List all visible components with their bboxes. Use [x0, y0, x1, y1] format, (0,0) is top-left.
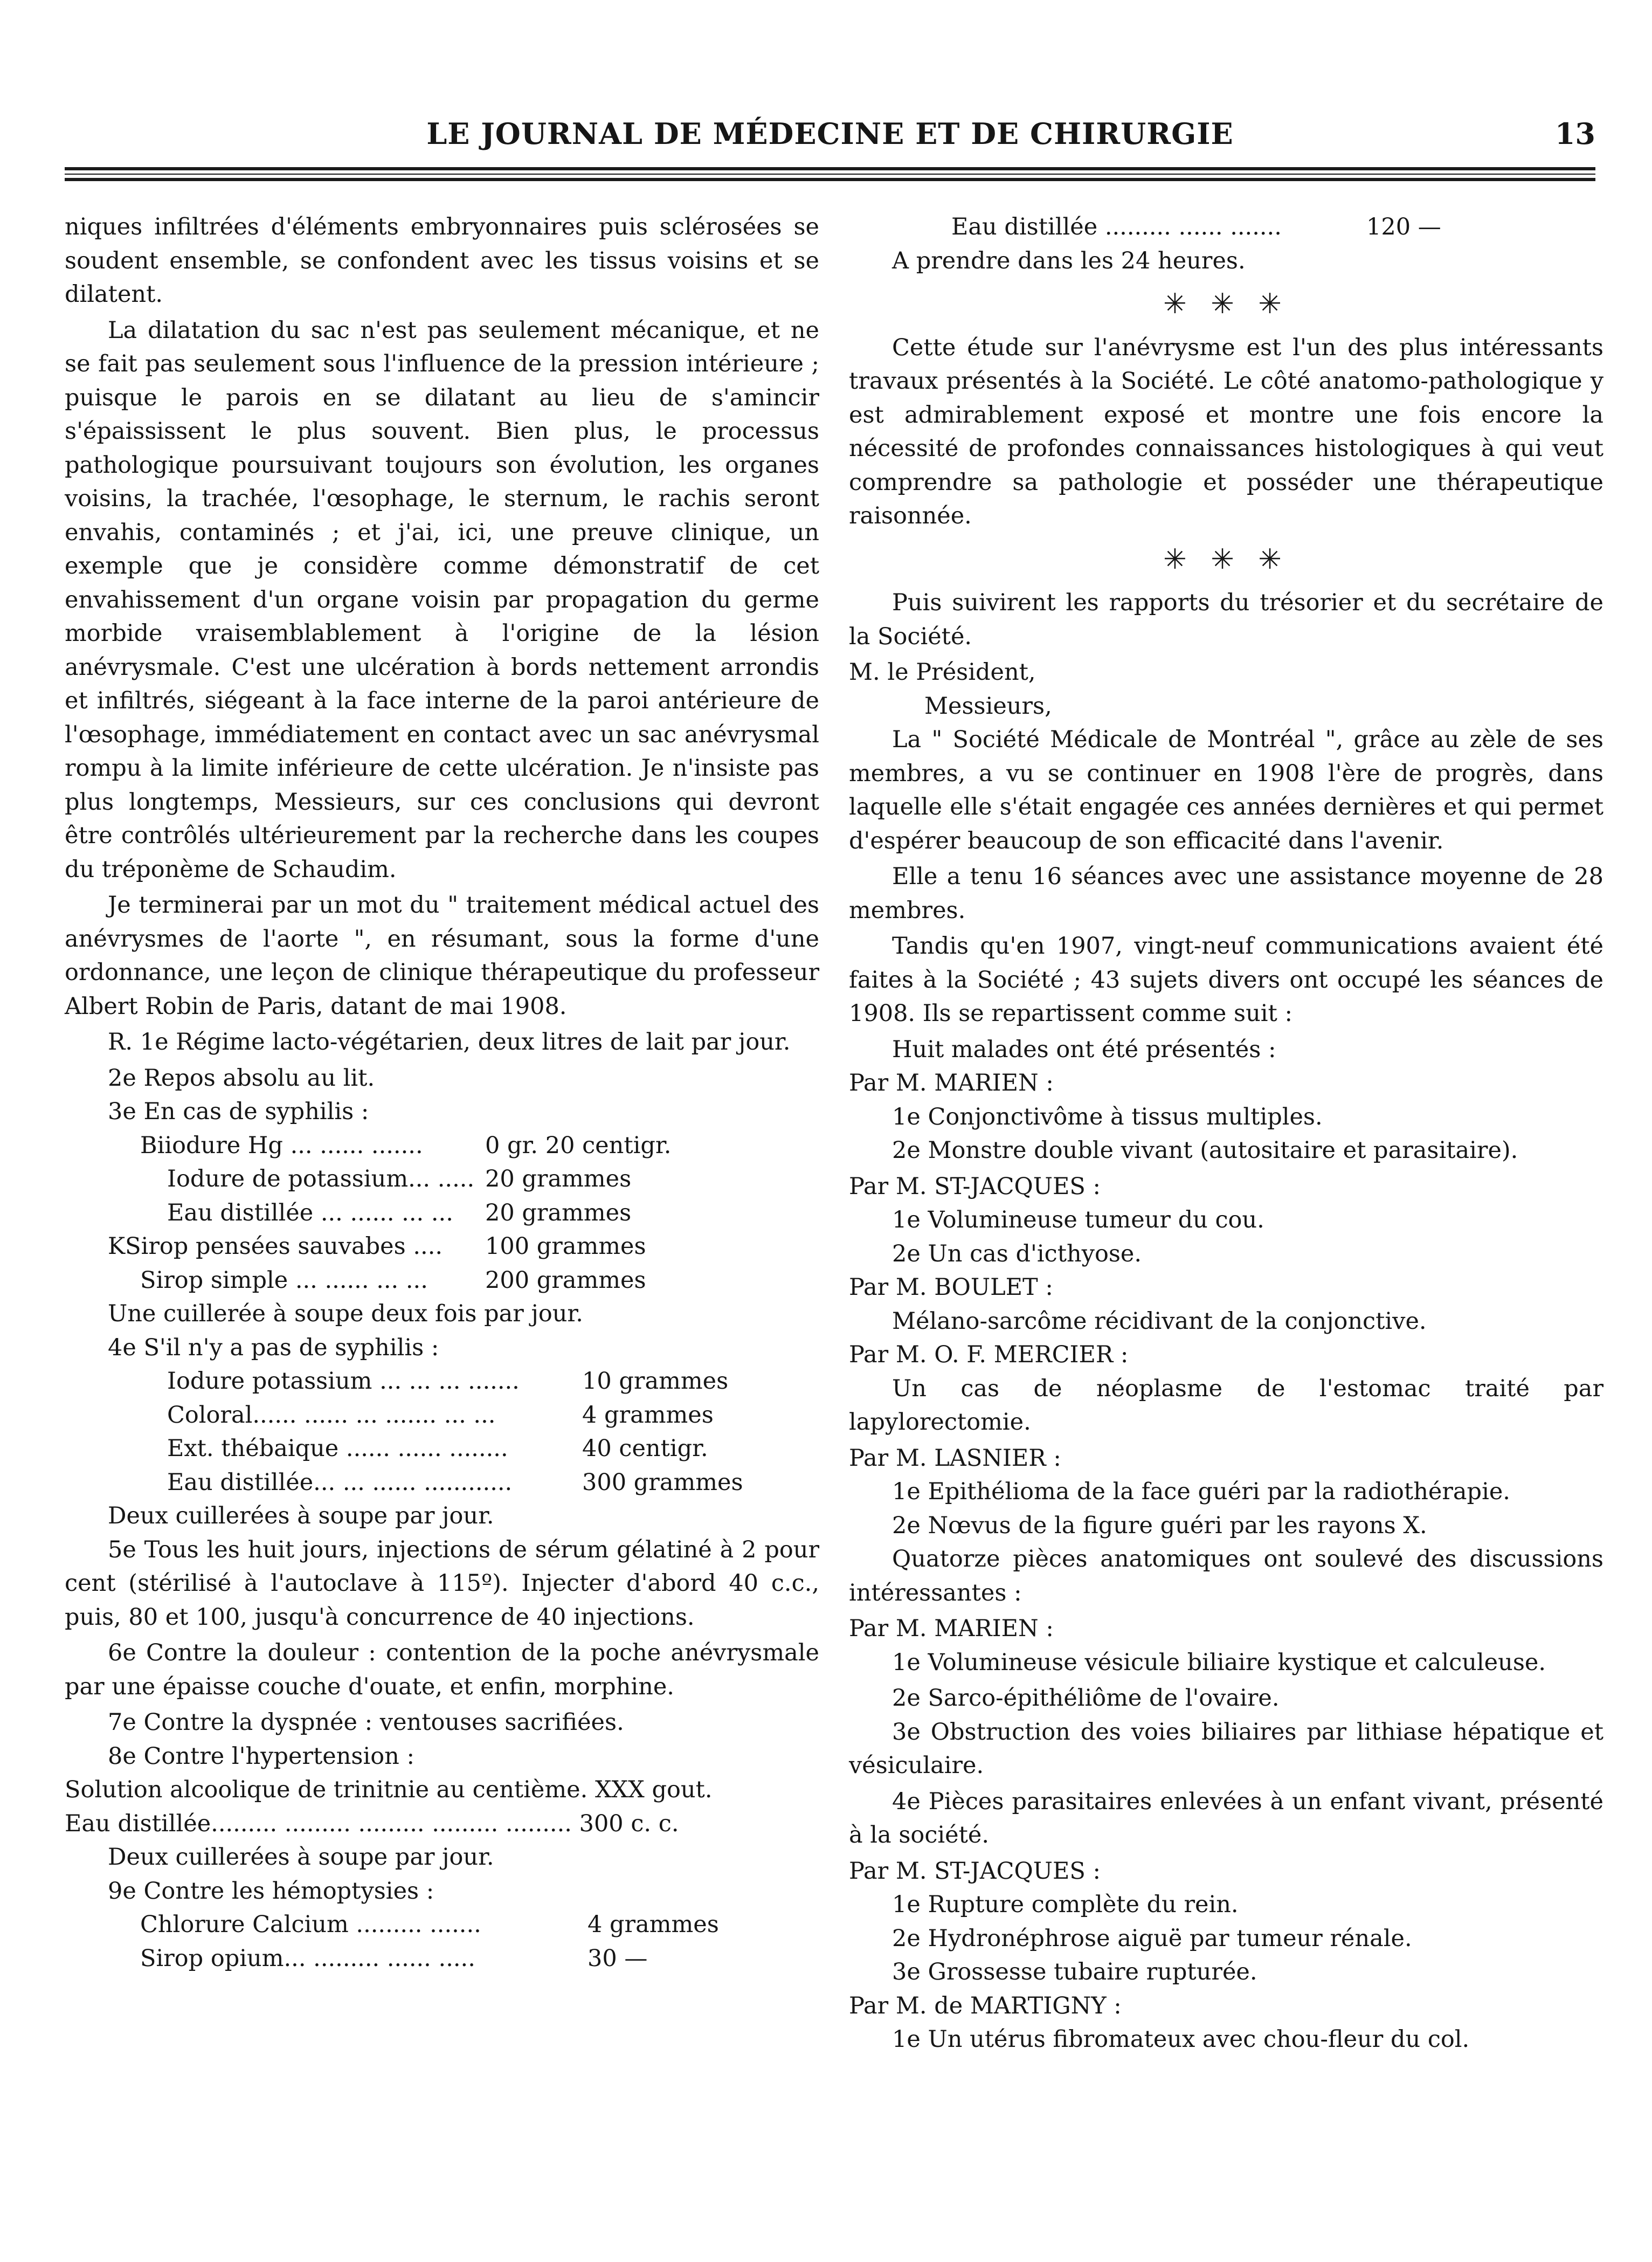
list-item: Mélano-sarcôme récidivant de la conjonctive.: [892, 1307, 1427, 1335]
header-rule: [65, 178, 1595, 181]
drug-name: Sirop opium... ......... ...... .....: [140, 1944, 475, 1972]
prescription-line: [65, 1162, 819, 1196]
presenter: Par M. ST-JACQUES :: [849, 1173, 1101, 1200]
drug-dose: 30 —: [587, 1944, 648, 1972]
section-heading: Quatorze pièces anatomiques ont soulevé des discussions intéressantes :: [849, 1546, 1603, 1606]
drug-name: Biiodure Hg ... ...... .......: [140, 1132, 423, 1159]
list-item: 1e Un utérus fibromateux avec chou-fleur du col.: [892, 2026, 1470, 2053]
list-item: 1e Volumineuse tumeur du cou.: [892, 1206, 1264, 1233]
list-item: 4e Pièces parasitaires enlevées à un enfant vivant, présenté à la société.: [849, 1788, 1603, 1849]
section-heading: Huit malades ont été présentés :: [892, 1036, 1276, 1063]
prescription-note: Deux cuillerées à soupe par jour.: [108, 1502, 494, 1529]
list-item: 2e Un cas d'icthyose.: [892, 1240, 1142, 1267]
drug-dose: 0 gr. 20 centigr.: [485, 1132, 672, 1159]
prescription-item: 8e Contre l'hypertension :: [108, 1742, 414, 1770]
drug-dose: 4 grammes: [582, 1401, 714, 1429]
prescription-line: [65, 1230, 819, 1264]
paragraph: Puis suivirent les rapports du trésorier et du secrétaire de la Société.: [849, 589, 1603, 650]
section-separator: ✳ ✳ ✳: [1163, 543, 1289, 576]
prescription-line: Solution alcoolique de trinitnie au centième. XXX gout.: [65, 1776, 713, 1803]
drug-dose: 20 grammes: [485, 1166, 632, 1192]
drug-dose: 120 —: [1366, 213, 1441, 240]
prescription-line: [849, 210, 1603, 244]
presenter: Par M. LASNIER :: [849, 1444, 1061, 1472]
list-item: 2e Nœvus de la figure guéri par les rayons X.: [892, 1512, 1427, 1539]
presenter: Par M. de MARTIGNY :: [849, 1992, 1122, 2019]
prescription-item: 7e Contre la dyspnée : ventouses sacrifiées.: [108, 1709, 624, 1736]
paragraph: La dilatation du sac n'est pas seulement mécanique, et ne se fait pas seulement sous l'influence de la pression intérieure ; puisque le parois en se dilatant au lieu de s'amincir s'épaississent le plus souvent. Bien plus, le processus pathologique poursuivant toujours son évolution, les organes voisins, la trachée, l'œsophage, le sternum, le rachis seront envahis, contaminés ; et j'ai, ici, une preuve clinique, un exemple que je considère comme démonstratif de cet envahissement d'un organe voisin par propagation du germe morbide vraisemblablement à l'origine de la lésion anévrysmale. C'est une ulcération à bords nettement arrondis et infiltrés, siégeant à la face interne de la paroi antérieure de l'œsophage, immédiatement en contact avec un sac anévrysmal rompu à la limite inférieure de cette ulcération. Je n'insiste pas plus longtemps, Messieurs, sur ces conclusions qui devront être contrôlés ultérieurement par la recherche dans les coupes du tréponème de Schaudim.: [65, 316, 819, 883]
drug-name: KSirop pensées sauvabes ....: [108, 1233, 443, 1260]
prescription-note: Deux cuillerées à soupe par jour.: [108, 1844, 494, 1871]
prescription-note: A prendre dans les 24 heures.: [892, 247, 1246, 274]
presenter: Par M. MARIEN :: [849, 1615, 1054, 1642]
list-item: 2e Hydronéphrose aiguë par tumeur rénale.: [892, 1925, 1412, 1952]
paragraph: La " Société Médicale de Montréal ", grâce au zèle de ses membres, a vu se continuer en 1908 l'ère de progrès, dans laquelle elle s'était engagée ces années dernières et qui permet d'espérer beaucoup de son efficacité dans l'avenir.: [849, 726, 1603, 854]
prescription-item: 2e Repos absolu au lit.: [108, 1064, 375, 1092]
presenter: Par M. ST-JACQUES :: [849, 1857, 1101, 1885]
paragraph: niques infiltrées d'éléments embryonnaires puis sclérosées se soudent ensemble, se confondent avec les tissus voisins et se dilatent.: [65, 213, 819, 308]
drug-name: Eau distillée... ... ...... ............: [167, 1468, 513, 1496]
prescription-line: Eau distillée......... ......... ......... ......... ......... 300 c. c.: [65, 1810, 679, 1837]
list-item: 1e Rupture complète du rein.: [892, 1891, 1239, 1918]
page-number: 13: [1554, 116, 1595, 151]
drug-name: Chlorure Calcium ......... .......: [140, 1911, 481, 1938]
prescription-line: [65, 1264, 819, 1298]
drug-dose: 40 centigr.: [582, 1435, 708, 1462]
right-column: [849, 210, 1603, 2057]
prescription-line: [65, 1196, 819, 1230]
prescription-item: 5e Tous les huit jours, injections de sérum gélatiné à 2 pour cent (stérilisé à l'autoclave à 115º). Injecter d'abord 40 c.c., puis, 80 et 100, jusqu'à concurrence de 40 injections.: [65, 1536, 819, 1631]
running-title: LE JOURNAL DE MÉDECINE ET DE CHIRURGIE: [426, 116, 1234, 151]
prescription-line: [65, 1129, 819, 1163]
drug-dose: 4 grammes: [587, 1911, 719, 1938]
drug-name: Eau distillée ......... ...... .......: [951, 213, 1282, 240]
list-item: 1e Conjonctivôme à tissus multiples.: [892, 1103, 1323, 1130]
paragraph: Je terminerai par un mot du " traitement médical actuel des anévrysmes de l'aorte ", en résumant, sous la forme d'une ordonnance, une leçon de clinique thérapeutique du professeur Albert Robin de Paris, datant de mai 1908.: [65, 892, 819, 1020]
drug-name: Iodure de potassium... .....: [167, 1166, 475, 1192]
list-item: Un cas de néoplasme de l'estomac traité par lapylorectomie.: [849, 1375, 1603, 1436]
prescription-line: [65, 1466, 819, 1500]
prescription-line: [65, 1908, 819, 1942]
list-item: 1e Epithélioma de la face guéri par la radiothérapie.: [892, 1478, 1510, 1505]
salutation: Messieurs,: [924, 692, 1052, 720]
salutation: M. le Président,: [849, 659, 1036, 686]
drug-dose: 200 grammes: [485, 1266, 646, 1294]
header-rule: [65, 167, 1595, 170]
drug-name: Eau distillée ... ...... ... ...: [167, 1199, 453, 1226]
prescription-line: [65, 1432, 819, 1466]
drug-name: Coloral...... ...... ... ....... ... ...: [167, 1401, 496, 1429]
list-item: 3e Grossesse tubaire rupturée.: [892, 1958, 1257, 1985]
drug-dose: 10 grammes: [582, 1368, 729, 1395]
page-header: [65, 112, 1595, 155]
list-item: 3e Obstruction des voies biliaires par lithiase hépatique et vésiculaire.: [849, 1718, 1603, 1779]
drug-name: Ext. thébaique ...... ...... ........: [167, 1435, 508, 1462]
drug-name: Iodure potassium ... ... ... .......: [167, 1368, 520, 1395]
list-item: 2e Sarco-épithéliôme de l'ovaire.: [892, 1685, 1280, 1712]
paragraph: Cette étude sur l'anévrysme est l'un des plus intéressants travaux présentés à la Société. Le côté anatomo-pathologique y est admirablement exposé et montre une fois encore la nécessité de profondes connaissances histologiques à qui veut comprendre sa pathologie et posséder une thérapeutique raisonnée.: [849, 334, 1603, 529]
list-item: 1e Volumineuse vésicule biliaire kystique et calculeuse.: [892, 1649, 1546, 1676]
drug-dose: 20 grammes: [485, 1199, 632, 1226]
prescription-item: 3e En cas de syphilis :: [108, 1098, 369, 1125]
prescription-line: [65, 1942, 819, 1976]
list-item: 2e Monstre double vivant (autositaire et parasitaire).: [892, 1137, 1518, 1164]
presenter: Par M. MARIEN :: [849, 1070, 1054, 1096]
drug-name: Sirop simple ... ...... ... ...: [140, 1266, 428, 1294]
drug-dose: 100 grammes: [485, 1233, 646, 1260]
presenter: Par M. BOULET :: [849, 1274, 1053, 1301]
header-rule: [65, 174, 1595, 175]
paragraph: Tandis qu'en 1907, vingt-neuf communications avaient été faites à la Société ; 43 sujets divers ont occupé les séances de 1908. Ils se repartissent comme suit :: [849, 933, 1603, 1027]
section-separator: ✳ ✳ ✳: [1163, 288, 1289, 320]
prescription-item: 4e S'il n'y a pas de syphilis :: [108, 1334, 439, 1361]
presenter: Par M. O. F. MERCIER :: [849, 1341, 1129, 1368]
prescription-item: 9e Contre les hémoptysies :: [108, 1877, 434, 1905]
drug-dose: 300 grammes: [582, 1468, 743, 1496]
prescription-line: [65, 1364, 819, 1398]
prescription-note: Une cuillerée à soupe deux fois par jour.: [108, 1300, 583, 1327]
left-column: [65, 210, 819, 1975]
prescription-item: 6e Contre la douleur : contention de la poche anévrysmale par une épaisse couche d'ouate, et enfin, morphine.: [65, 1639, 819, 1700]
paragraph: Elle a tenu 16 séances avec une assistance moyenne de 28 membres.: [849, 863, 1603, 924]
prescription-line: [65, 1398, 819, 1432]
prescription-item: R. 1e Régime lacto-végétarien, deux litres de lait par jour.: [108, 1029, 791, 1056]
